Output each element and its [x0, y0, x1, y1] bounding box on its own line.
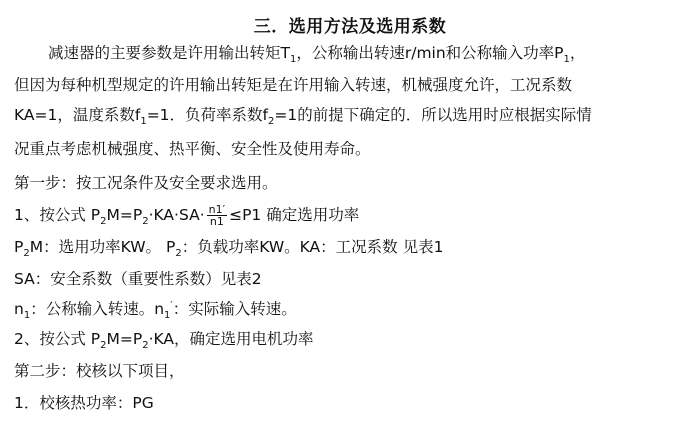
- paragraph-line-1: [48, 42, 585, 64]
- text-run: 2、按公式 P: [14, 330, 101, 348]
- text-run: ：公称输入转速。n: [30, 300, 165, 318]
- fraction-numerator: n1′: [208, 203, 226, 216]
- subscript: 1: [140, 116, 147, 128]
- text-run: =1．负荷率系数f: [146, 106, 268, 124]
- text-run: ≤P1 确定选用功率: [229, 206, 360, 224]
- text-run: 减速器的主要参数是许用输出转矩T: [48, 44, 290, 62]
- text-run: M=P: [106, 330, 143, 348]
- text-run: 1、按公式 P: [14, 206, 101, 224]
- superscript: ′: [170, 299, 173, 311]
- text-run: n: [14, 300, 24, 318]
- subscript: 2: [100, 340, 107, 352]
- text-run: M：选用功率KW。 P: [29, 238, 176, 256]
- subscript: 2: [100, 216, 107, 228]
- text-run: ：负载功率KW。KA：工况系数 见表1: [181, 238, 444, 256]
- subscript: 2: [175, 248, 182, 260]
- text-run: P: [14, 238, 24, 256]
- text-run: ·KA·SA·: [148, 206, 205, 224]
- speed-ratio-fraction: [207, 204, 227, 227]
- subscript: 1: [289, 54, 297, 66]
- section-heading: 三．选用方法及选用系数: [253, 17, 447, 37]
- subscript: 2: [23, 248, 30, 260]
- subscript: 1: [563, 54, 570, 66]
- formula-line-2: [14, 328, 314, 350]
- text-run: =1的前提下确定的．所以选用时应根据实际情: [274, 106, 592, 124]
- definition-line-3: [14, 298, 297, 320]
- text-run: ，公称输出转速r/min和公称输入功率P: [296, 44, 564, 62]
- subscript: 2: [142, 340, 149, 352]
- fraction-denominator: n1: [209, 215, 224, 228]
- subscript: 1: [23, 310, 31, 322]
- subscript: 2: [142, 216, 149, 228]
- text-run: KA=1，温度系数f: [14, 106, 141, 124]
- step2-title: 第二步：校核以下项目，: [14, 362, 185, 380]
- step2-item-1: 1．校核热功率：PG: [14, 394, 154, 412]
- subscript: 2: [268, 116, 275, 128]
- text-run: ，: [569, 44, 586, 62]
- formula-line-1: [14, 204, 359, 227]
- definition-line-1: [14, 236, 443, 258]
- text-run: ：实际输入转速。: [172, 300, 297, 318]
- text-run: M=P: [106, 206, 143, 224]
- subscript: 1: [164, 310, 171, 322]
- paragraph-line-3: [14, 104, 592, 126]
- step1-title: 第一步：按工况条件及安全要求选用。: [14, 174, 278, 192]
- definition-line-2: SA：安全系数（重要性系数）见表2: [14, 270, 262, 288]
- paragraph-line-4: 况重点考虑机械强度、热平衡、安全性及使用寿命。: [14, 140, 371, 158]
- text-run: ·KA，确定选用电机功率: [148, 330, 314, 348]
- paragraph-line-2: 但因为每种机型规定的许用输出转矩是在许用输入转速，机械强度允许，工况系数: [14, 76, 573, 94]
